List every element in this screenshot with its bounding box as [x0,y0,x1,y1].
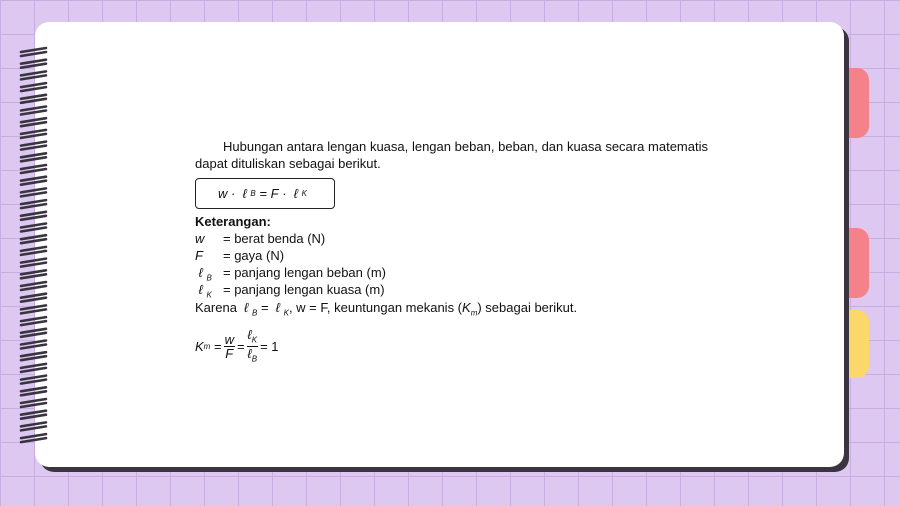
keterangan-list [195,230,708,298]
content-area [195,138,708,366]
mechanical-advantage-formula: K m = $\frac{w}{F}$ = $\frac{\ell_K}{\ell_B}$ = 1 [195,326,279,364]
list-item: ℓ $_K$ = panjang lengan kuasa (m) [198,282,385,300]
intro-paragraph: Hubungan antara lengan kuasa, lengan beban, beban, dan kuasa secara matematis dapat dituliskan sebagai berikut. [195,139,708,171]
list-item: w = berat benda (N) [195,231,326,246]
fraction-lk-over-lb: $\frac{\ell_K}{\ell_B}$ [247,326,258,364]
karena-sentence: Karena ℓ $_B$ = ℓ $_K$, w = F, keuntungan mekanis $(K_m)$ sebagai berikut. [195,300,578,318]
fraction-w-over-f: $\frac{w}{F}$ [224,332,234,362]
list-item: F = gaya (N) [195,248,285,263]
formula-box: w · ℓ B = F · ℓ K [195,178,335,209]
keterangan-heading: Keterangan: [195,214,271,229]
spiral-binding-icon [18,44,52,444]
list-item: ℓ $_B$ = panjang lengan beban (m) [198,265,386,283]
